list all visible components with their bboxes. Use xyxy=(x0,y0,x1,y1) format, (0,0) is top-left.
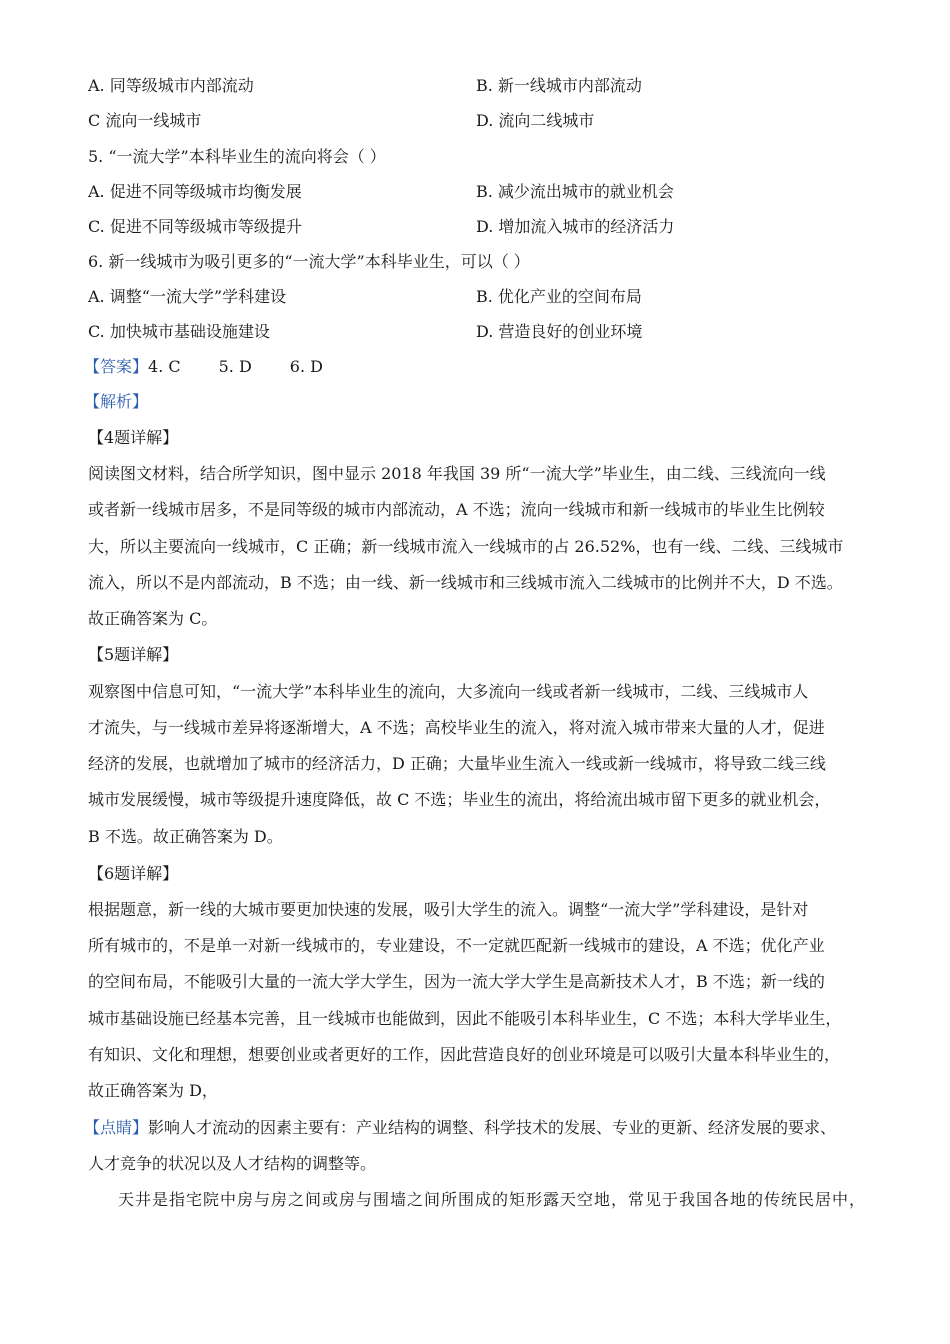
q5-option-c: C. 促进不同等级城市等级提升 xyxy=(88,217,302,236)
q6-option-a: A. 调整“一流大学”学科建设 xyxy=(88,287,287,306)
answer-6: 6. D xyxy=(289,357,323,376)
detail-6-line: 的空间布局，不能吸引大量的一流大学大学生，因为一流大学大学生是高新技术人才，B 不选；新一线的 xyxy=(88,972,825,991)
detail-6-line: 根据题意，新一线的大城市要更加快速的发展，吸引大学生的流入。调整“一流大学”学科建设，是针对 xyxy=(88,900,809,919)
answer-5: 5. D xyxy=(218,357,252,376)
detail-6-line: 故正确答案为 D， xyxy=(88,1081,218,1100)
detail-4-line: 故正确答案为 C。 xyxy=(88,609,218,628)
detail-6-title: 【6题详解】 xyxy=(88,864,179,883)
detail-6-line: 有知识、文化和理想，想要创业或者更好的工作，因此营造良好的创业环境是可以吸引大量本科毕业生的， xyxy=(88,1045,841,1064)
q4-option-a: A. 同等级城市内部流动 xyxy=(88,76,254,95)
detail-4-line: 流入，所以不是内部流动，B 不选；由一线、新一线城市和三线城市流入二线城市的比例并不大，D 不选。 xyxy=(88,573,843,592)
dianjing-text-2: 人才竞争的状况以及人才结构的调整等。 xyxy=(88,1154,377,1173)
detail-6-line: 城市基础设施已经基本完善，且一线城市也能做到，因此不能吸引本科毕业生，C 不选；本科大学毕业生， xyxy=(88,1009,842,1028)
q4-options-row-2 xyxy=(88,109,868,133)
q6-options-row-1 xyxy=(88,285,868,309)
detail-4-line: 大，所以主要流向一线城市，C 正确；新一线城市流入一线城市的占 26.52%，也有一线、二线、三线城市 xyxy=(88,537,844,556)
detail-4-line: 或者新一线城市居多，不是同等级的城市内部流动，A 不选；流向一线城市和新一线城市的毕业生比例较 xyxy=(88,500,825,519)
detail-4-line: 阅读图文材料，结合所学知识，图中显示 2018 年我国 39 所“一流大学”毕业生，由二线、三线流向一线 xyxy=(88,464,826,483)
q6-stem: 6. 新一线城市为吸引更多的“一流大学”本科毕业生，可以（ ） xyxy=(88,252,530,271)
dianjing-line-1 xyxy=(84,1116,874,1140)
q5-option-d: D. 增加流入城市的经济活力 xyxy=(476,217,675,236)
dianjing-text-1: 影响人才流动的因素主要有：产业结构的调整、科学技术的发展、专业的更新、经济发展的要求、 xyxy=(148,1118,837,1137)
q5-option-a: A. 促进不同等级城市均衡发展 xyxy=(88,182,302,201)
detail-4-title: 【4题详解】 xyxy=(88,428,179,447)
q4-option-b: B. 新一线城市内部流动 xyxy=(476,76,642,95)
q6-option-d: D. 营造良好的创业环境 xyxy=(476,322,643,341)
dianjing-label: 【点睛】 xyxy=(84,1118,149,1137)
detail-5-title: 【5题详解】 xyxy=(88,645,179,664)
q4-options-row-1 xyxy=(88,74,868,98)
q5-options-row-1 xyxy=(88,180,868,204)
q4-option-c: C 流向一线城市 xyxy=(88,111,202,130)
q5-options-row-2 xyxy=(88,215,868,239)
answer-line xyxy=(84,355,874,379)
q4-option-d: D. 流向二线城市 xyxy=(476,111,595,130)
q5-option-b: B. 减少流出城市的就业机会 xyxy=(476,182,674,201)
detail-5-line: 才流失，与一线城市差异将逐渐增大，A 不选；高校毕业生的流入，将对流入城市带来大量的人才，促进 xyxy=(88,718,825,737)
analysis-label: 【解析】 xyxy=(84,392,149,411)
q6-options-row-2 xyxy=(88,320,868,344)
answer-label: 【答案】 xyxy=(84,357,149,376)
detail-5-line: 城市发展缓慢，城市等级提升速度降低，故 C 不选；毕业生的流出，将给流出城市留下更多的就业机会， xyxy=(88,790,831,809)
answer-4: 4. C xyxy=(148,357,181,376)
next-passage-first-line: 天井是指宅院中房与房之间或房与围墙之间所围成的矩形露天空地，常见于我国各地的传统民居中， xyxy=(118,1190,867,1209)
q5-stem: 5. “一流大学”本科毕业生的流向将会（ ） xyxy=(88,147,386,166)
detail-5-line: 观察图中信息可知，“一流大学”本科毕业生的流向，大多流向一线或者新一线城市，二线、三线城市人 xyxy=(88,682,809,701)
detail-6-line: 所有城市的，不是单一对新一线城市的，专业建设，不一定就匹配新一线城市的建设，A 不选；优化产业 xyxy=(88,936,825,955)
detail-5-line: B 不选。故正确答案为 D。 xyxy=(88,827,283,846)
q6-option-c: C. 加快城市基础设施建设 xyxy=(88,322,270,341)
q6-option-b: B. 优化产业的空间布局 xyxy=(476,287,642,306)
detail-5-line: 经济的发展，也就增加了城市的经济活力，D 正确；大量毕业生流入一线或新一线城市，将导致二线三线 xyxy=(88,754,826,773)
